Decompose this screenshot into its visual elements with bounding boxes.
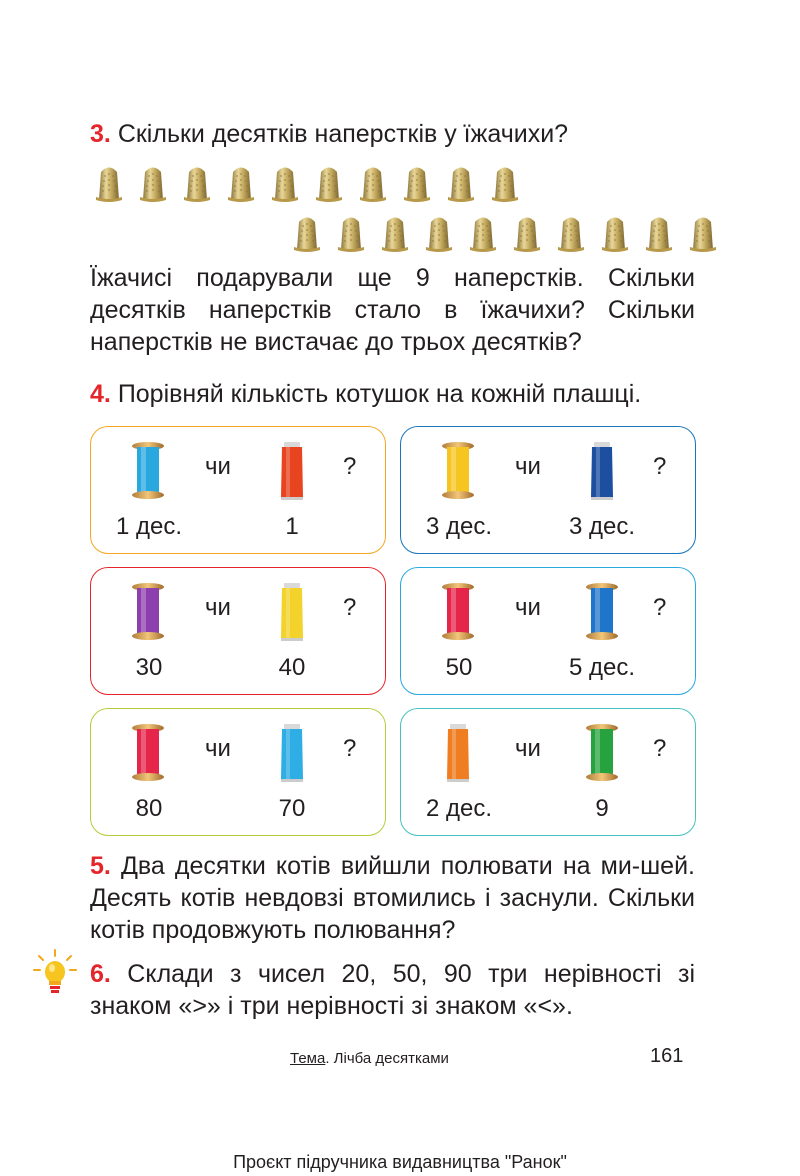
footer-topic (290, 1050, 449, 1067)
thread-spool-icon (441, 441, 475, 501)
left-quantity-label: 30 (135, 654, 163, 681)
thimble-icon (552, 212, 590, 254)
thimble-icon (288, 212, 326, 254)
task-3-question-text: Скільки десятків наперстків у їжачихи? (117, 120, 569, 148)
or-word: чи (515, 594, 541, 621)
question-mark: ? (653, 735, 667, 762)
thimbles-row-2 (288, 212, 722, 254)
comparison-card (90, 567, 386, 695)
task-number: 4. (90, 380, 111, 408)
thimbles-row-1 (90, 162, 524, 204)
question-mark: ? (343, 735, 357, 762)
thimble-icon (332, 212, 370, 254)
task-number: 5. (90, 852, 111, 880)
task-5 (90, 850, 695, 946)
task-3-question (90, 118, 695, 150)
thimble-icon (178, 162, 216, 204)
or-word: чи (205, 594, 231, 621)
thimble-icon (398, 162, 436, 204)
thread-cone-icon (275, 582, 309, 642)
thimble-icon (310, 162, 348, 204)
right-quantity-label: 1 (285, 513, 299, 540)
left-quantity-label: 1 дес. (115, 513, 183, 540)
left-quantity-label: 80 (135, 795, 163, 822)
thimble-icon (354, 162, 392, 204)
thread-spool-icon (585, 723, 619, 783)
thimble-icon (376, 212, 414, 254)
thread-cone-icon (275, 723, 309, 783)
task-5-text: Два десятки котів вийшли полювати на ми-шей. Десять котів невдовзі втомились і заснули. Скільки котів продовжують полювання? (90, 852, 695, 944)
comparison-card (400, 567, 696, 695)
thimble-icon (420, 212, 458, 254)
right-quantity-label: 9 (595, 795, 609, 822)
publisher-credit: Проєкт підручника видавництва "Ранок" (233, 1152, 567, 1172)
comparison-card (400, 708, 696, 836)
thimble-icon (508, 212, 546, 254)
thimble-icon (266, 162, 304, 204)
left-quantity-label: 50 (445, 654, 473, 681)
thimble-icon (464, 212, 502, 254)
page-number: 161 (650, 1045, 684, 1067)
topic-label: Тема (290, 1050, 326, 1067)
right-quantity-label: 40 (278, 654, 306, 681)
task-4-text: Порівняй кількість котушок на кожній плашці. (117, 380, 642, 408)
comparison-card (90, 708, 386, 836)
right-quantity-label: 3 дес. (568, 513, 636, 540)
comparison-card (90, 426, 386, 554)
thread-spool-icon (131, 582, 165, 642)
thimble-icon (222, 162, 260, 204)
or-word: чи (515, 735, 541, 762)
question-mark: ? (343, 453, 357, 480)
thread-cone-icon (275, 441, 309, 501)
thread-cone-icon (441, 723, 475, 783)
topic-title: . Лічба десятками (325, 1050, 449, 1067)
thimble-icon (596, 212, 634, 254)
thread-cone-icon (585, 441, 619, 501)
question-mark: ? (653, 594, 667, 621)
task-6 (90, 958, 695, 1022)
comparison-card (400, 426, 696, 554)
left-quantity-label: 2 дес. (425, 795, 493, 822)
thread-spool-icon (441, 582, 475, 642)
or-word: чи (515, 453, 541, 480)
task-number: 3. (90, 120, 111, 148)
right-quantity-label: 70 (278, 795, 306, 822)
thimble-icon (486, 162, 524, 204)
thimble-icon (134, 162, 172, 204)
thread-spool-icon (131, 441, 165, 501)
thimble-icon (90, 162, 128, 204)
lightbulb-icon (33, 948, 77, 1000)
thimble-icon (684, 212, 722, 254)
right-quantity-label: 5 дес. (568, 654, 636, 681)
thimble-icon (442, 162, 480, 204)
question-mark: ? (653, 453, 667, 480)
or-word: чи (205, 453, 231, 480)
thread-spool-icon (131, 723, 165, 783)
thread-spool-icon (585, 582, 619, 642)
thimble-icon (640, 212, 678, 254)
task-number: 6. (90, 960, 111, 988)
question-mark: ? (343, 594, 357, 621)
left-quantity-label: 3 дес. (425, 513, 493, 540)
task-6-text: Склади з чисел 20, 50, 90 три нерівності зі знаком «>» і три нерівності зі знаком «<». (90, 960, 695, 1020)
or-word: чи (205, 735, 231, 762)
task-3-text: Їжачисі подарували ще 9 наперстків. Скільки десятків наперстків стало в їжачихи? Скільки наперстків не вистачає до трьох десятків? (90, 264, 695, 356)
task-4-header (90, 378, 695, 410)
